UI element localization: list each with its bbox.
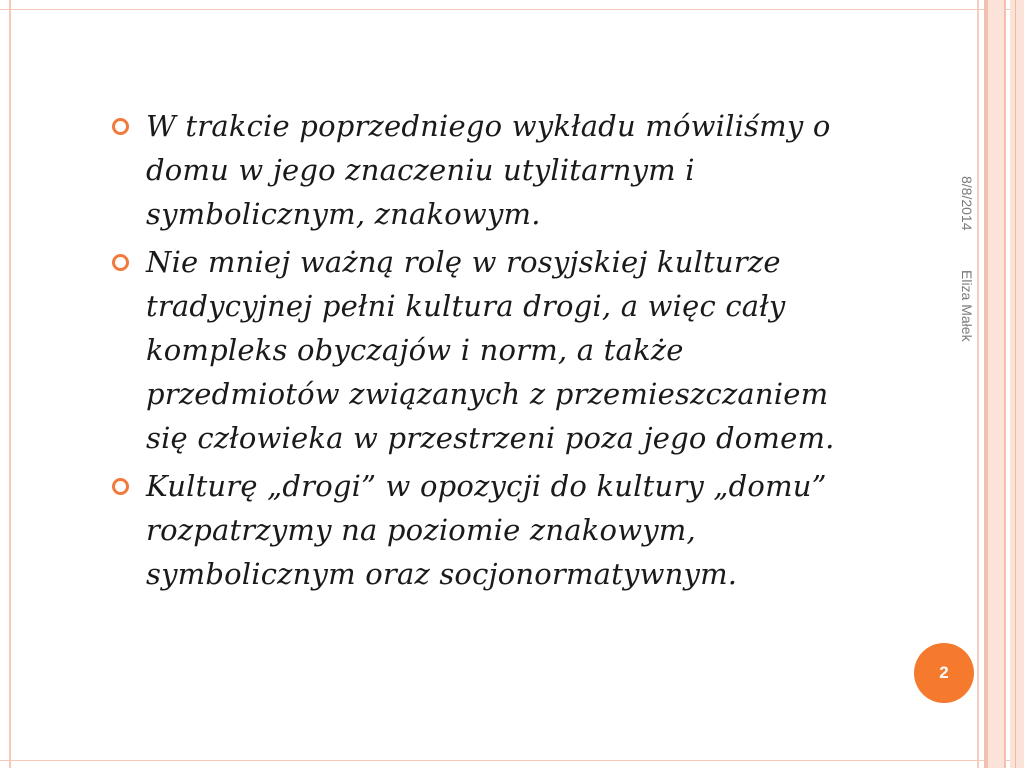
list-item [112,464,972,596]
decorative-stripe [977,0,979,768]
list-item [112,240,972,460]
slide-author: Eliza Małek [959,270,975,342]
list-item [112,104,972,236]
decorative-stripe [988,0,1004,768]
page-number-badge: 2 [914,643,974,703]
bullet-text: W trakcie poprzedniego wykładu mówiliśmy o domu w jego znaczeniu utylitarnym i symbolicznym, znakowym. [146,109,831,231]
decorative-stripe [1015,0,1016,768]
bullet-list [112,104,972,600]
circle-bullet-icon [112,118,129,135]
frame-left-border [9,0,11,768]
decorative-stripe [1010,0,1024,768]
bullet-text: Nie mniej ważną rolę w rosyjskiej kulturze tradycyjnej pełni kultura drogi, a więc cały kompleks obyczajów i norm, a także przedmiotów związanych z przemieszczaniem się człowieka w przestrzeni poza jego domem. [146,245,835,455]
circle-bullet-icon [112,254,129,271]
frame-top-border [0,9,1024,10]
circle-bullet-icon [112,478,129,495]
frame-bottom-border [0,760,1024,761]
decorative-stripe [1004,0,1006,768]
slide-date: 8/8/2014 [959,176,975,231]
bullet-text: Kulturę „drogi” w opozycji do kultury „domu” rozpatrzymy na poziomie znakowym, symbolicznym oraz socjonormatywnym. [146,469,827,591]
